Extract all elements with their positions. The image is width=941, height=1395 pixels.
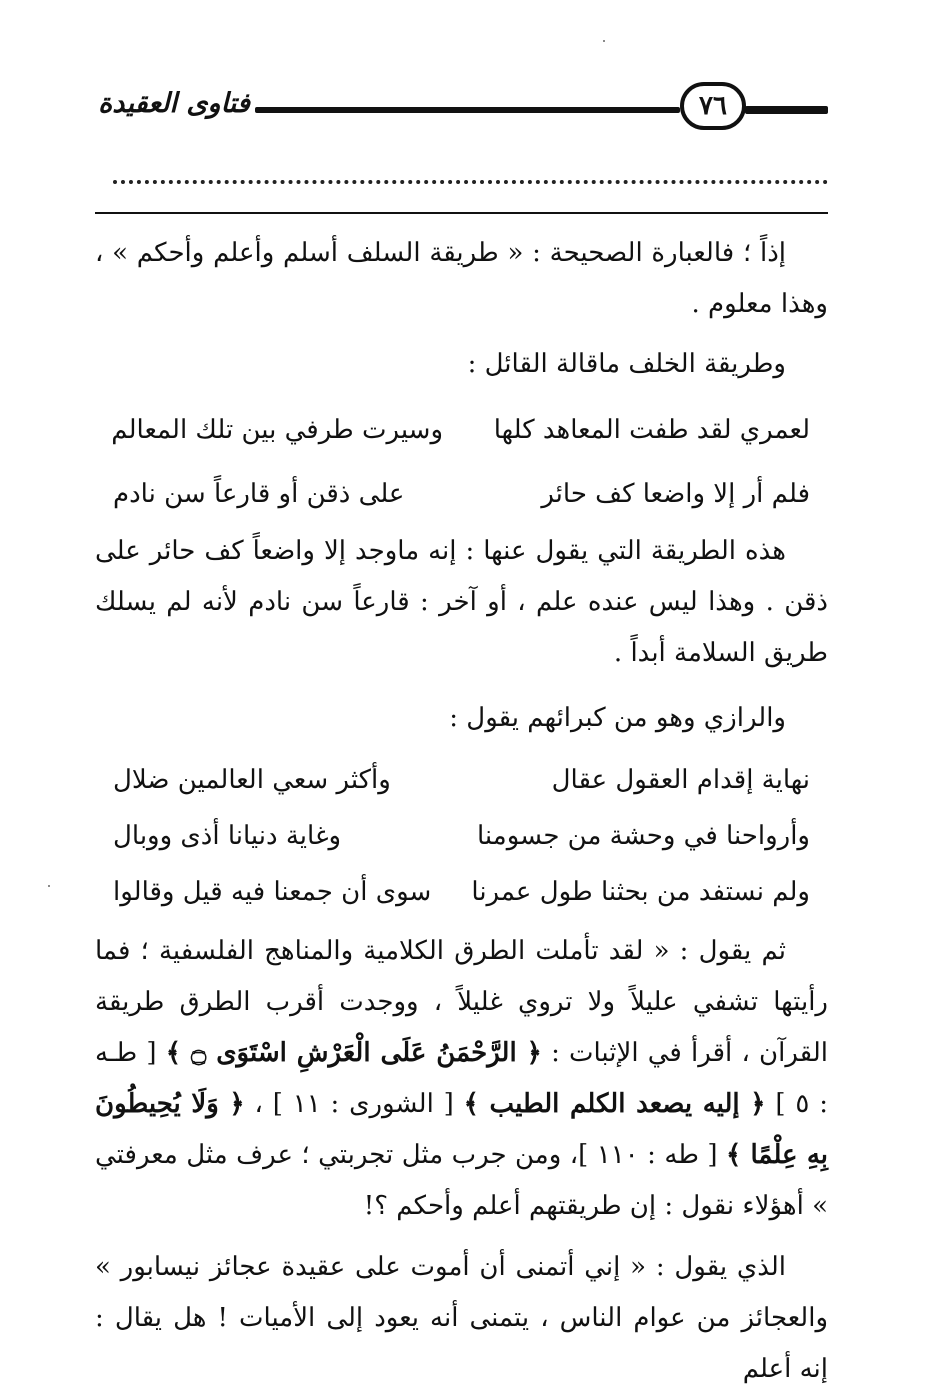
verse-first-half: ولم نستفد من بحثنا طول عمرنا — [471, 876, 810, 907]
book-title: فتاوى العقيدة — [98, 88, 250, 119]
verse-first-half: فلم أر إلا واضعا كف حائر — [541, 478, 810, 509]
page-number: ٧٦ — [680, 82, 746, 130]
poem-verse — [95, 864, 828, 920]
dotted-divider — [113, 180, 828, 184]
quran-verse: ﴿ إليه يصعد الكلم الطيب ﴾ — [463, 1089, 766, 1119]
paragraph: إذاً ؛ فالعبارة الصحيحة : « طريقة السلف أسلم وأعلم وأحكم » ، وهذا معلوم . — [95, 238, 828, 319]
quran-verse: ﴿ الرَّحْمَنُ عَلَى الْعَرْشِ اسْتَوَى ۝ ﴾ — [165, 1038, 542, 1068]
verse-first-half: لعمري لقد طفت المعاهد كلها — [493, 414, 810, 445]
header-rule-right — [745, 106, 828, 114]
quran-verse: ﴿ وَلَا يُحِيطُونَ بِهِ عِلْمًا ﴾ — [95, 1089, 828, 1170]
scan-mark — [603, 40, 605, 42]
page-body — [95, 228, 828, 1395]
paragraph: هذه الطريقة التي يقول عنها : إنه ماوجد إلا واضعاً كف حائر على ذقن . وهذا ليس عنده علم ، أو آخر : قارعاً سن نادم لأنه لم يسلك طريق السلامة أبداً . — [95, 536, 828, 668]
poem-verse — [95, 808, 828, 864]
verse-second-half: وسيرت طرفي بين تلك المعالم — [111, 414, 443, 445]
paragraph-text: [ طه : ١١٠ ]، ومن جرب مثل تجربتي ؛ عرف مثل معرفتي » أهؤلاء نقول : إن طريقتهم أعلم وأحكم ؟! — [95, 1140, 828, 1221]
poem-verse — [95, 398, 828, 462]
verse-second-half: على ذقن أو قارعاً سن نادم — [113, 478, 405, 509]
header-rule-left — [255, 107, 680, 113]
poem — [95, 398, 828, 526]
paragraph — [95, 926, 828, 1232]
paragraph: الذي يقول : « إني أتمنى أن أموت على عقيدة عجائز نيسابور » والعجائز من عوام الناس ، يتمنى أنه يعود إلى الأميات ! هل يقال : إنه أعلم — [95, 1252, 828, 1384]
verse-first-half: وأرواحنا في وحشة من جسومنا — [477, 820, 810, 851]
poem-verse — [95, 752, 828, 808]
verse-second-half: سوى أن جمعنا فيه قيل وقالوا — [113, 876, 432, 907]
poem — [95, 752, 828, 920]
header-divider — [95, 212, 828, 214]
verse-second-half: وأكثر سعي العالمين ضلال — [113, 764, 391, 795]
page-header — [95, 82, 828, 134]
verse-reference: [ الشورى : ١١ ] ، — [244, 1089, 464, 1119]
poem-verse — [95, 462, 828, 526]
scan-mark — [48, 885, 50, 887]
verse-first-half: نهاية إقدام العقول عقال — [551, 764, 810, 795]
verse-reference: [ طـه : ٥ ] — [95, 1038, 828, 1119]
verse-second-half: وغاية دنيانا أذى ووبال — [113, 820, 342, 851]
paragraph-text: ثم يقول : « لقد تأملت الطرق الكلامية والمناهج الفلسفية ؛ فما رأيتها تشفي عليلاً ولا تروي غليلاً ، ووجدت أقرب الطرق طريقة القرآن ، أقرأ في الإثبات : — [95, 936, 828, 1068]
paragraph: وطريقة الخلف ماقالة القائل : — [467, 349, 786, 379]
paragraph: والرازي وهو من كبرائهم يقول : — [449, 703, 786, 733]
